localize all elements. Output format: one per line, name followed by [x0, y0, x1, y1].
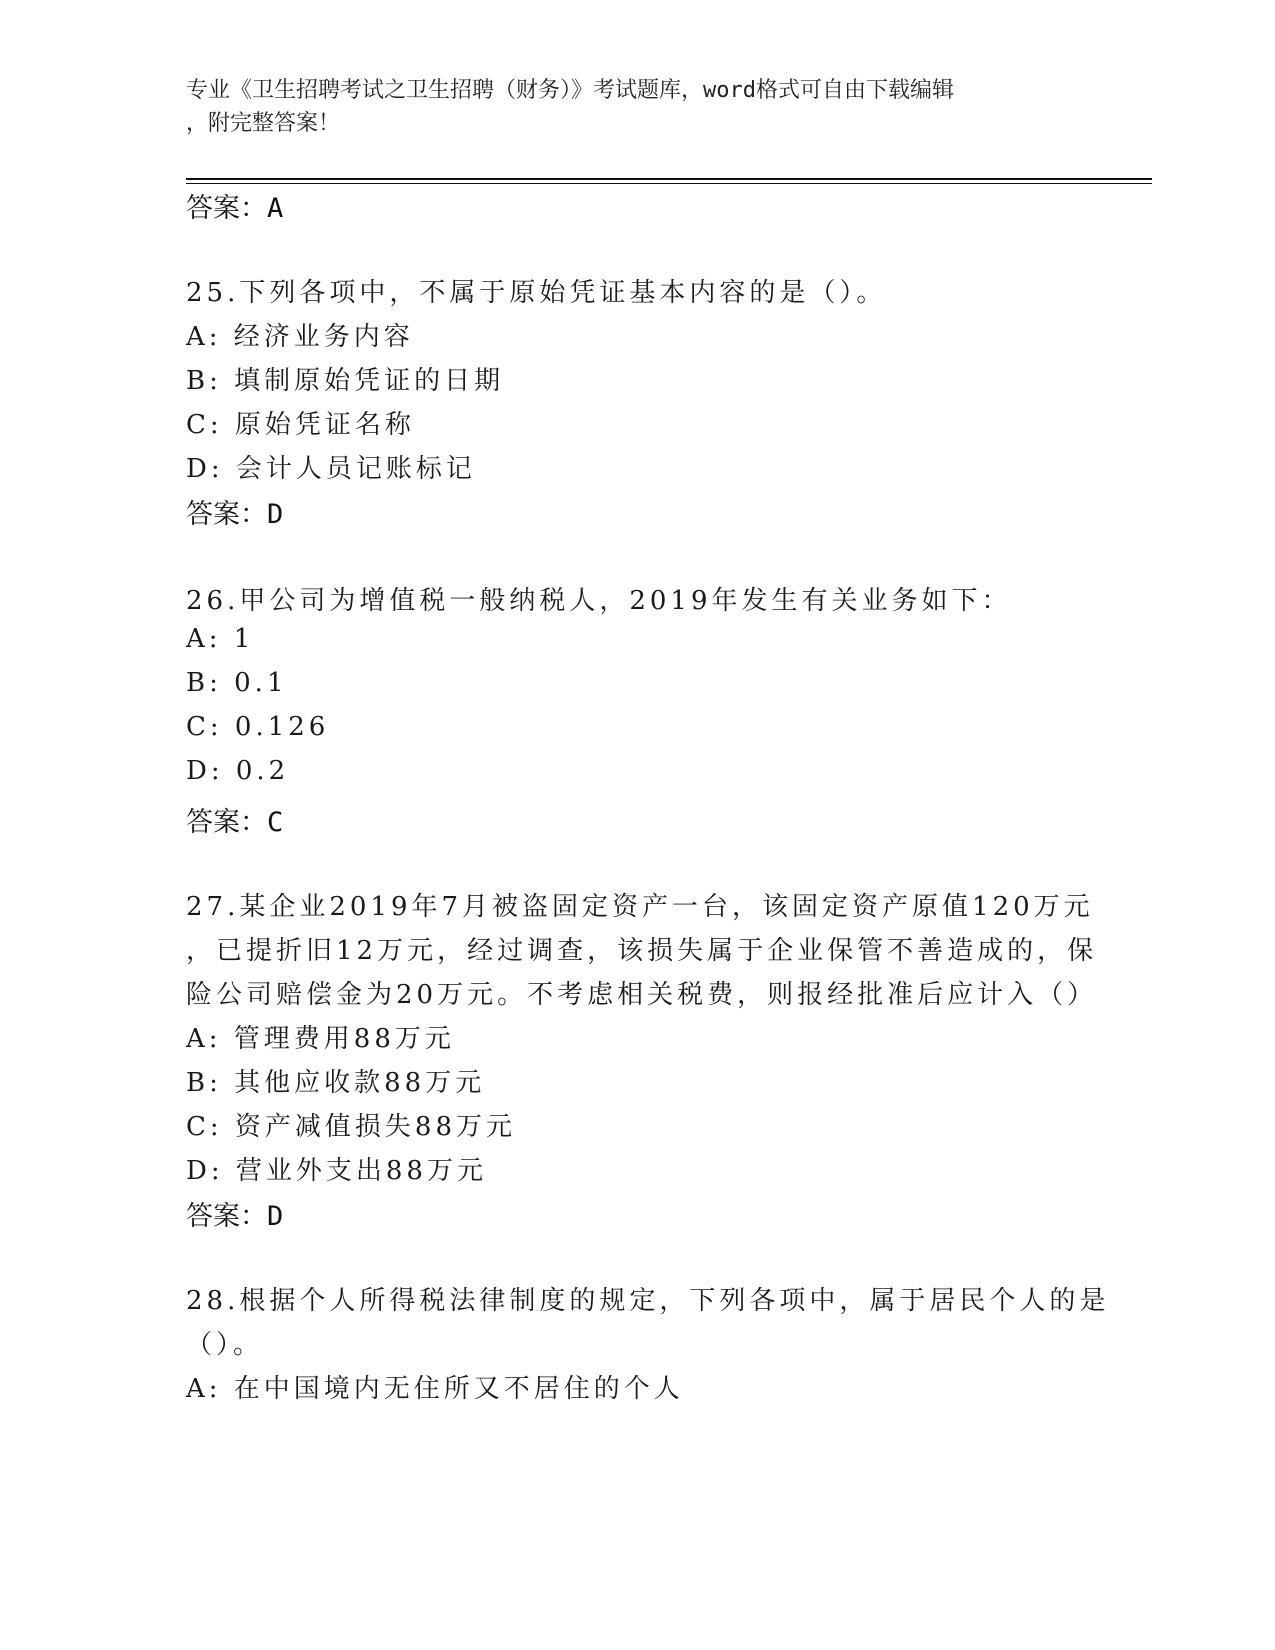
- option-a: A: 经济业务内容: [186, 322, 414, 352]
- header-rule: [186, 183, 1152, 184]
- question-text: 25.下列各项中，不属于原始凭证基本内容的是（）。: [186, 278, 887, 308]
- option-d: D: 0.2: [186, 756, 290, 786]
- option-c: C: 原始凭证名称: [186, 410, 415, 440]
- header-rule: [186, 178, 1152, 180]
- question-text: 26.甲公司为增值税一般纳税人，2019年发生有关业务如下：: [186, 586, 1012, 616]
- answer: 答案：D: [186, 1201, 284, 1232]
- option-b: B: 填制原始凭证的日期: [186, 366, 505, 396]
- question-text: 险公司赔偿金为20万元。不考虑相关税费，则报经批准后应计入（）: [186, 980, 1098, 1010]
- option-d: D: 营业外支出88万元: [186, 1156, 487, 1186]
- question-text: （）。: [186, 1330, 264, 1360]
- question-text: 28.根据个人所得税法律制度的规定，下列各项中，属于居民个人的是: [186, 1286, 1110, 1316]
- answer: 答案：C: [186, 807, 284, 838]
- option-a: A: 管理费用88万元: [186, 1024, 455, 1054]
- option-d: D: 会计人员记账标记: [186, 454, 476, 484]
- header-line: ，附完整答案！: [186, 111, 341, 136]
- question-text: 27.某企业2019年7月被盗固定资产一台，该固定资产原值120万元: [186, 892, 1094, 922]
- option-b: B: 其他应收款88万元: [186, 1068, 486, 1098]
- option-c: C: 资产减值损失88万元: [186, 1112, 517, 1142]
- option-b: B: 0.1: [186, 668, 288, 698]
- answer: 答案：A: [186, 193, 284, 224]
- option-a: A: 在中国境内无住所又不居住的个人: [186, 1374, 684, 1404]
- header-line: 专业《卫生招聘考试之卫生招聘（财务）》考试题库，word格式可自由下载编辑: [186, 78, 954, 103]
- question-text: ，已提折旧12万元，经过调查，该损失属于企业保管不善造成的，保: [186, 936, 1098, 966]
- option-a: A: 1: [186, 624, 255, 654]
- option-c: C: 0.126: [186, 712, 330, 742]
- document-header: [186, 74, 1066, 140]
- answer: 答案：D: [186, 499, 284, 530]
